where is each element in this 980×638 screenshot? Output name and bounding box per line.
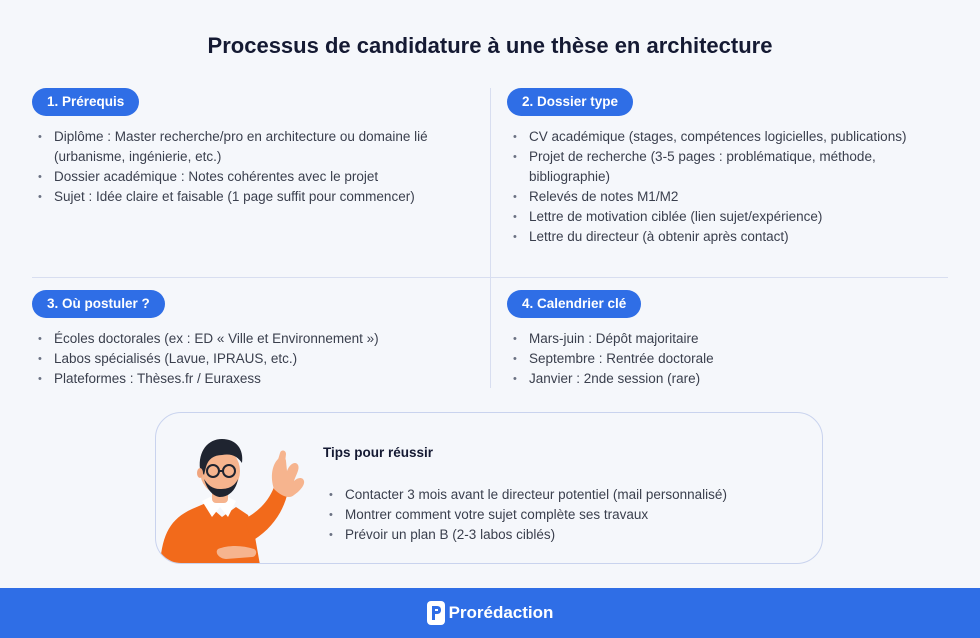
list-item: • CV académique (stages, compétences logicielles, publications) bbox=[507, 127, 947, 147]
section-list bbox=[507, 329, 947, 389]
section-badge: 2. Dossier type bbox=[507, 88, 633, 116]
brand bbox=[427, 601, 554, 625]
list-item: • Mars-juin : Dépôt majoritaire bbox=[507, 329, 947, 349]
section-list bbox=[32, 127, 482, 207]
person-waving-icon bbox=[156, 431, 311, 564]
list-item: • Labos spécialisés (Lavue, IPRAUS, etc.) bbox=[32, 349, 482, 369]
section-dossier-type bbox=[507, 88, 947, 247]
list-item: • Janvier : 2nde session (rare) bbox=[507, 369, 947, 389]
list-item: • Diplôme : Master recherche/pro en architecture ou domaine lié (urbanisme, ingénierie, etc.) bbox=[32, 127, 482, 167]
section-badge: 3. Où postuler ? bbox=[32, 290, 165, 318]
divider-vertical bbox=[490, 88, 491, 388]
list-item: • Sujet : Idée claire et faisable (1 page suffit pour commencer) bbox=[32, 187, 482, 207]
list-item: • Lettre de motivation ciblée (lien sujet/expérience) bbox=[507, 207, 947, 227]
list-item: • Projet de recherche (3-5 pages : problématique, méthode, bibliographie) bbox=[507, 147, 947, 187]
tips-box bbox=[155, 412, 823, 564]
list-item: • Septembre : Rentrée doctorale bbox=[507, 349, 947, 369]
list-item: • Écoles doctorales (ex : ED « Ville et Environnement ») bbox=[32, 329, 482, 349]
section-prerequis bbox=[32, 88, 482, 207]
footer-bar bbox=[0, 588, 980, 638]
brand-name: Prorédaction bbox=[448, 603, 554, 622]
section-calendrier bbox=[507, 290, 947, 389]
section-list bbox=[507, 127, 947, 247]
list-item: • Relevés de notes M1/M2 bbox=[507, 187, 947, 207]
section-badge: 4. Calendrier clé bbox=[507, 290, 641, 318]
section-ou-postuler bbox=[32, 290, 482, 389]
list-item: • Contacter 3 mois avant le directeur potentiel (mail personnalisé) bbox=[323, 485, 727, 505]
list-item: • Dossier académique : Notes cohérentes avec le projet bbox=[32, 167, 482, 187]
proredaction-logo-icon bbox=[427, 601, 445, 625]
section-badge: 1. Prérequis bbox=[32, 88, 139, 116]
list-item: • Plateformes : Thèses.fr / Euraxess bbox=[32, 369, 482, 389]
tips-title: Tips pour réussir bbox=[323, 445, 434, 460]
page-title: Processus de candidature à une thèse en architecture bbox=[207, 33, 773, 58]
list-item: • Lettre du directeur (à obtenir après contact) bbox=[507, 227, 947, 247]
list-item: • Prévoir un plan B (2-3 labos ciblés) bbox=[323, 525, 727, 545]
list-item: • Montrer comment votre sujet complète ses travaux bbox=[323, 505, 727, 525]
section-list bbox=[32, 329, 482, 389]
divider-horizontal bbox=[32, 277, 948, 278]
tips-list bbox=[323, 485, 727, 545]
steps-grid bbox=[32, 88, 948, 388]
